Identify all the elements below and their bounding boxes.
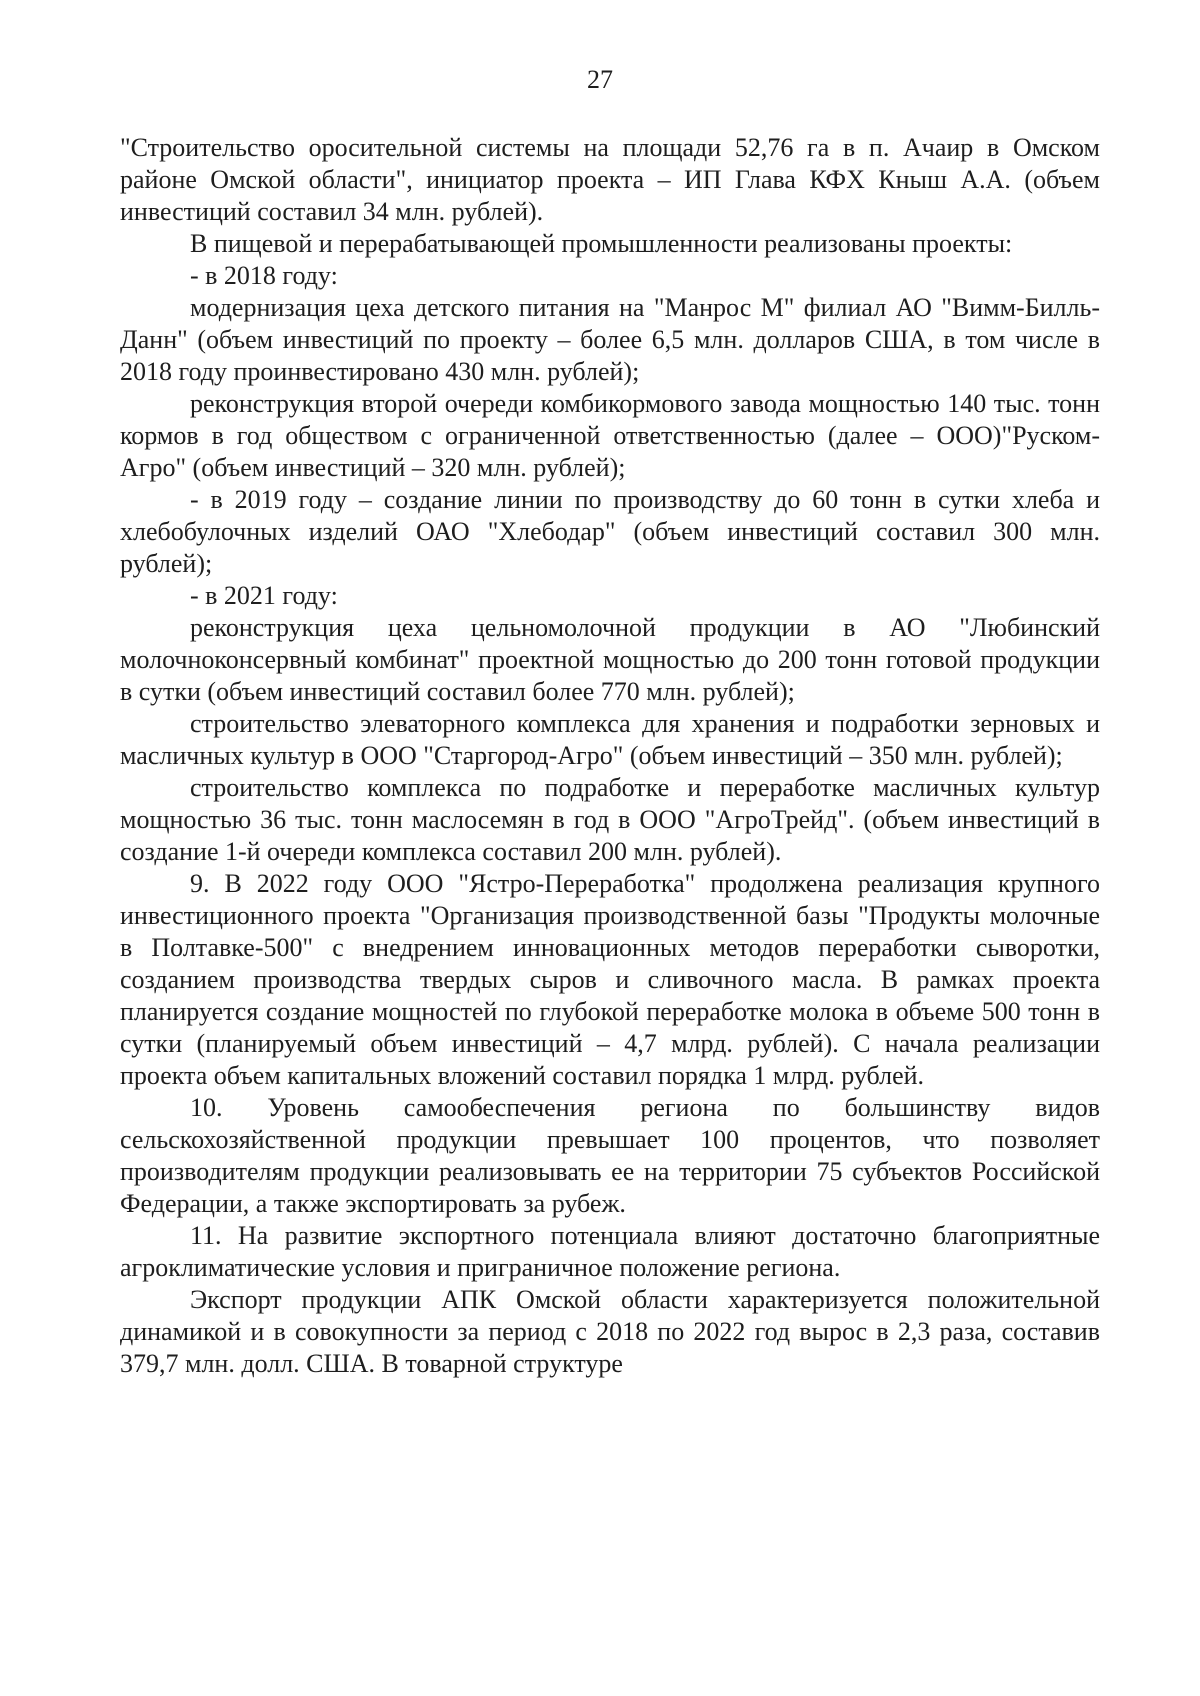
paragraph-ruskom-agro: реконструкция второй очереди комбикормового завода мощностью 140 тыс. тонн кормов в год обществом с ограниченной ответственностью (далее – ООО)"Руском-Агро" (объем инвестиций – 320 млн. рублей);: [120, 389, 1100, 482]
paragraph-year-2019-hlebodar: - в 2019 году – создание линии по производству до 60 тонн в сутки хлеба и хлебобулочных изделий ОАО "Хлебодар" (объем инвестиций составил 300 млн. рублей);: [120, 485, 1100, 578]
paragraph-year-2018: - в 2018 году:: [190, 261, 338, 290]
paragraph-manros-modernization: модернизация цеха детского питания на "Манрос М" филиал АО "Вимм-Билль-Данн" (объем инвестиций по проекту – более 6,5 млн. долларов США, в том числе в 2018 году проинвестировано 430 млн. рублей);: [120, 293, 1100, 386]
paragraph-item-9: 9. В 2022 году ООО "Ястро-Переработка" продолжена реализация крупного инвестиционного проекта "Организация производственной базы "Продукты молочные в Полтавке-500" с внедрением инновационных методов переработки сыворотки, созданием производства твердых сыров и сливочного масла. В рамках проекта планируется создание мощностей по глубокой переработке молока в объеме 500 тонн в сутки (планируемый объем инвестиций – 4,7 млрд. рублей). С начала реализации проекта объем капитальных вложений составил порядка 1 млрд. рублей.: [120, 869, 1100, 1090]
paragraph-export: Экспорт продукции АПК Омской области характеризуется положительной динамикой и в совокупности за период с 2018 по 2022 год вырос в 2,3 раза, составив 379,7 млн. долл. США. В товарной структуре: [120, 1285, 1100, 1378]
page-number: 27: [587, 65, 613, 94]
paragraph-stargorod-agro: строительство элеваторного комплекса для хранения и подработки зерновых и масличных культур в ООО "Старгород-Агро" (объем инвестиций – 350 млн. рублей);: [120, 709, 1100, 770]
paragraph-food-industry-intro: В пищевой и перерабатывающей промышленности реализованы проекты:: [190, 229, 1013, 258]
paragraph-lyubinsky-kombinat: реконструкция цеха цельномолочной продукции в АО "Любинский молочноконсервный комбинат" проектной мощностью до 200 тонн готовой продукции в сутки (объем инвестиций составил более 770 млн. рублей);: [120, 613, 1100, 706]
paragraph-item-10: 10. Уровень самообеспечения региона по большинству видов сельскохозяйственной продукции превышает 100 процентов, что позволяет производителям продукции реализовывать ее на территории 75 субъектов Российской Федерации, а также экспортировать за рубеж.: [120, 1093, 1100, 1218]
paragraph-irrigation-project: "Строительство оросительной системы на площади 52,76 га в п. Ачаир в Омском районе Омской области", инициатор проекта – ИП Глава КФХ Кныш А.А. (объем инвестиций составил 34 млн. рублей).: [120, 133, 1100, 226]
paragraph-agrotreid: строительство комплекса по подработке и переработке масличных культур мощностью 36 тыс. тонн маслосемян в год в ООО "АгроТрейд". (объем инвестиций в создание 1-й очереди комплекса составил 200 млн. рублей).: [120, 773, 1100, 866]
paragraph-year-2021: - в 2021 году:: [190, 581, 338, 610]
document-body: [120, 132, 1100, 1380]
paragraph-item-11: 11. На развитие экспортного потенциала влияют достаточно благоприятные агроклиматические условия и приграничное положение региона.: [120, 1221, 1100, 1282]
